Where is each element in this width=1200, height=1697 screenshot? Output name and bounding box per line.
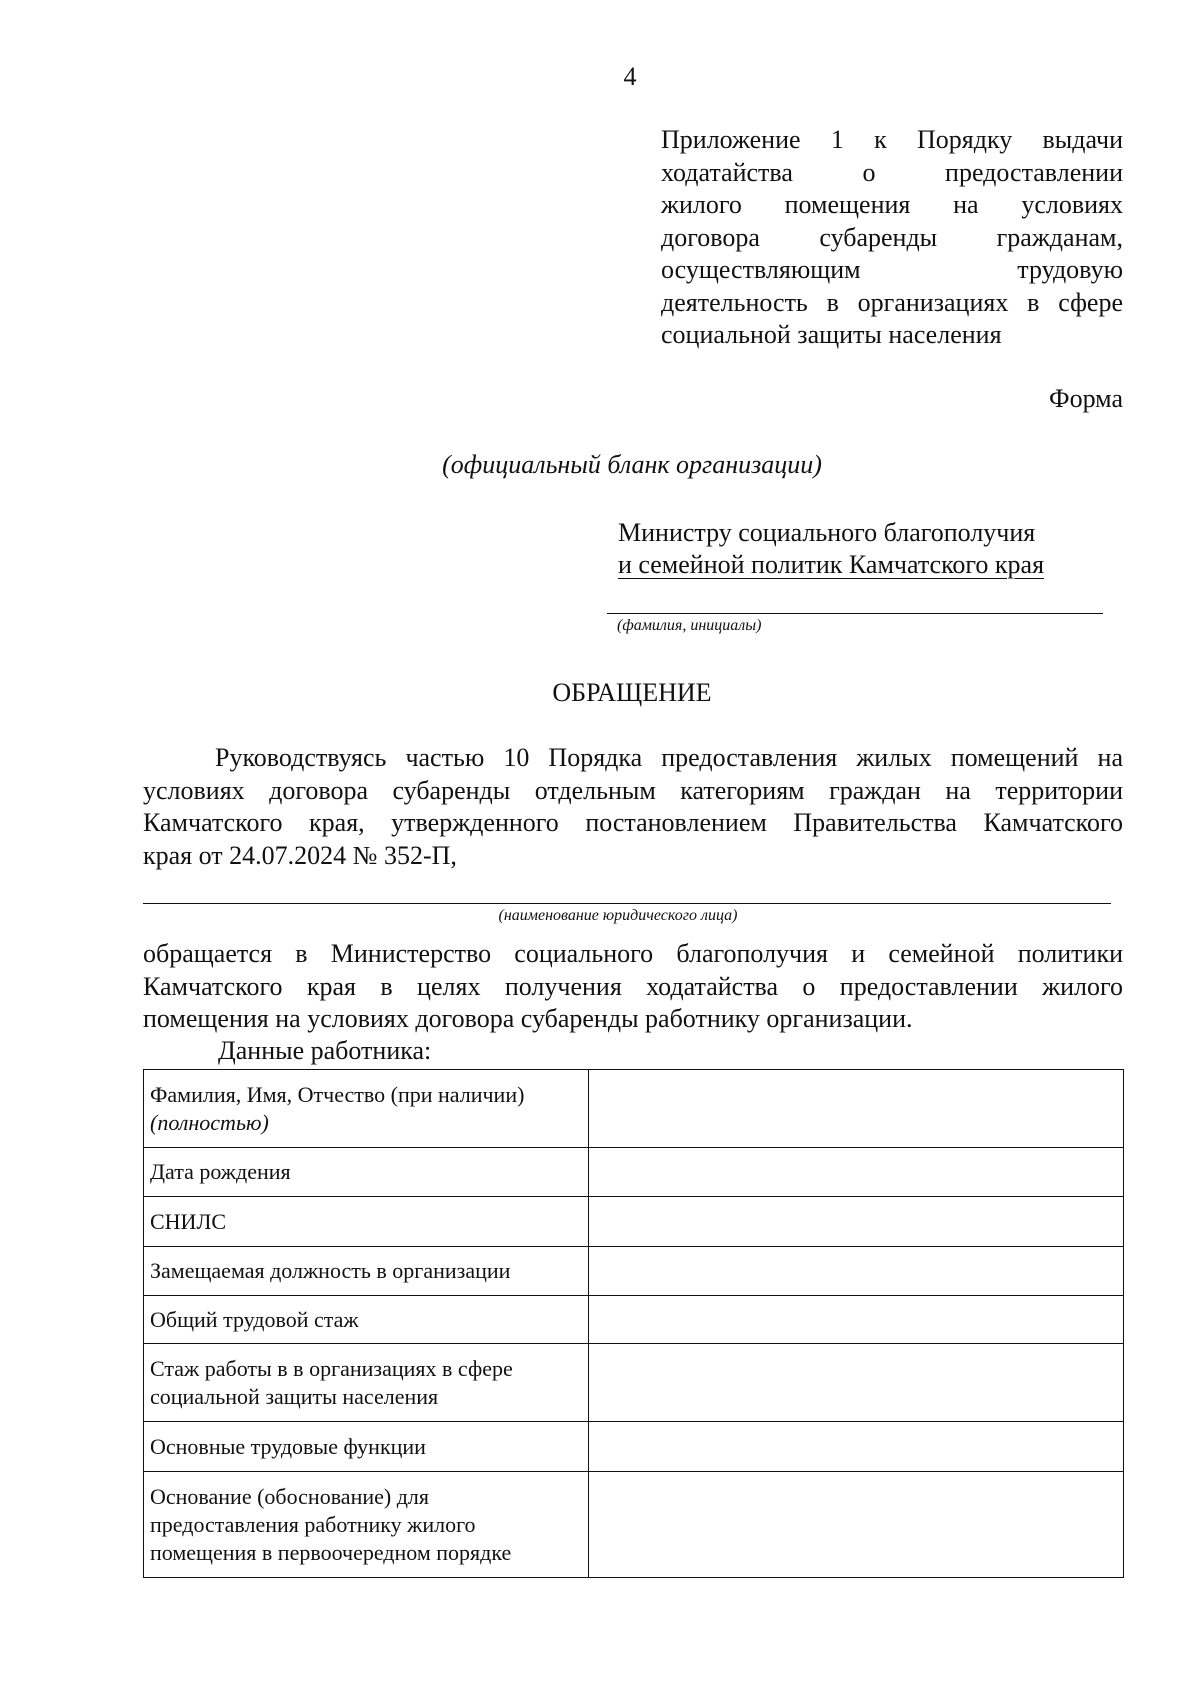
table-cell-label (144, 1197, 589, 1247)
table-cell-label (144, 1344, 589, 1422)
cell-label-text: Замещаемая должность в организации (150, 1258, 511, 1283)
table-cell-label (144, 1296, 589, 1344)
table-cell-label (144, 1247, 589, 1296)
cell-label-text: Дата рождения (150, 1159, 291, 1184)
table-row (144, 1148, 1124, 1197)
table-cell-value[interactable] (588, 1344, 1123, 1422)
appendix-line: осуществляющим трудовую (661, 255, 1123, 284)
paragraph-line: Камчатского края в целях получения ходатайства о предоставлении жилого (143, 971, 1123, 1001)
name-fill-caption: (фамилия, инициалы) (617, 617, 762, 634)
table-cell-value[interactable] (588, 1296, 1123, 1344)
table-cell-value[interactable] (588, 1472, 1123, 1578)
addressee-block (618, 517, 1044, 581)
cell-label-text: помещения в первоочередном порядке (150, 1539, 512, 1565)
cell-label-text: Стаж работы в в организациях в сфере (150, 1355, 513, 1381)
entity-fill-caption: (наименование юридического лица) (498, 907, 738, 924)
addressee-line: и семейной политик Камчатского края (618, 550, 1045, 579)
appendix-line: Приложение 1 к Порядку выдачи (661, 125, 1123, 154)
table-row (144, 1247, 1124, 1296)
paragraph-line: края от 24.07.2024 № 352-П, (143, 840, 457, 870)
appendix-line: деятельность в организациях в сфере (661, 287, 1123, 317)
cell-label-text: Основание (обоснование) для (150, 1483, 429, 1509)
cell-label-text: предоставления работнику жилого (150, 1511, 476, 1537)
cell-label-text: Общий трудовой стаж (150, 1306, 359, 1332)
table-row (144, 1472, 1124, 1578)
table-row (144, 1344, 1124, 1422)
paragraph-line: условиях договора субаренды отдельным категориям граждан на территории (143, 775, 1123, 805)
worker-data-label: Данные работника: (218, 1036, 432, 1065)
paragraph-line: помещения на условиях договора субаренды работнику организации. (143, 1004, 913, 1033)
page-number: 4 (623, 62, 637, 91)
table-cell-label (144, 1148, 589, 1197)
intro-paragraph (143, 742, 1123, 872)
cell-label-text: Основные трудовые функции (150, 1433, 426, 1459)
entity-fill-line (143, 903, 1111, 904)
table-cell-value[interactable] (588, 1422, 1123, 1472)
table-cell-value[interactable] (588, 1247, 1123, 1296)
paragraph-line: Камчатского края, утвержденного постановлением Правительства Камчатского (143, 808, 1123, 837)
table-cell-value[interactable] (588, 1148, 1123, 1197)
document-title: ОБРАЩЕНИЕ (552, 678, 712, 707)
official-blank-label: (официальный бланк организации) (442, 450, 822, 479)
appendix-line: ходатайства о предоставлении (661, 157, 1123, 187)
table-row (144, 1197, 1124, 1247)
table-cell-value[interactable] (588, 1070, 1123, 1148)
paragraph-line: обращается в Министерство социального благополучия и семейной политики (143, 939, 1123, 968)
request-paragraph (143, 938, 1123, 1036)
appendix-heading (661, 124, 1123, 352)
name-fill-line (607, 613, 1103, 614)
table-row (144, 1070, 1124, 1148)
paragraph-line: Руководствуясь частью 10 Порядка предоставления жилых помещений на (215, 743, 1123, 772)
table-cell-label (144, 1422, 589, 1472)
addressee-line: Министру социального благополучия (618, 518, 1036, 547)
table-cell-label (144, 1070, 589, 1148)
cell-label-text: СНИЛС (150, 1208, 227, 1234)
table-row (144, 1296, 1124, 1344)
cell-label-text: социальной защиты населения (150, 1383, 439, 1409)
appendix-line: социальной защиты населения (661, 320, 1002, 349)
form-label: Форма (1049, 384, 1123, 413)
appendix-line: жилого помещения на условиях (661, 190, 1123, 219)
cell-label-note: (полностью) (150, 1109, 269, 1135)
table-row (144, 1422, 1124, 1472)
appendix-line: договора субаренды гражданам, (661, 222, 1123, 252)
cell-label-text: Фамилия, Имя, Отчество (при наличии) (150, 1081, 525, 1107)
table-cell-value[interactable] (588, 1197, 1123, 1247)
table-cell-label (144, 1472, 589, 1578)
worker-data-table (143, 1069, 1124, 1578)
